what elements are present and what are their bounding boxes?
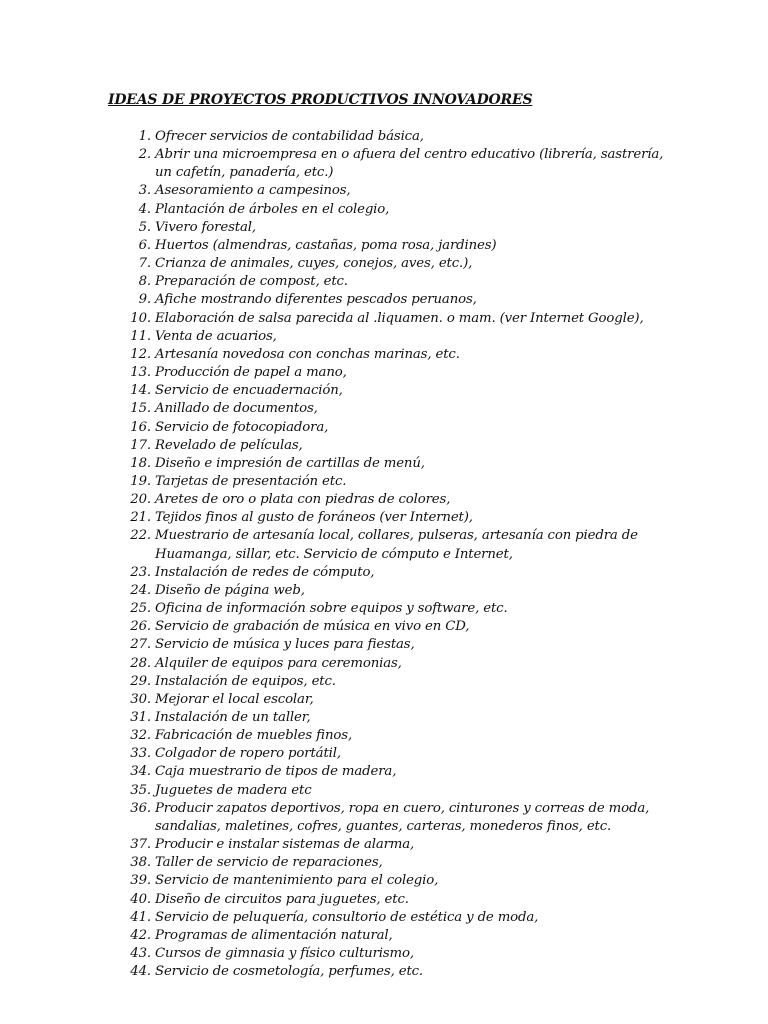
list-item-number: 15.	[130, 401, 151, 417]
list-item-text: Producir zapatos deportivos, ropa en cuero, cinturones y correas de moda, sandalias, maletines, cofres, guantes, carteras, monederos finos, etc.	[155, 800, 650, 834]
list-item	[108, 219, 668, 237]
list-item-number: 4.	[138, 201, 151, 217]
list-item-number: 39.	[130, 873, 151, 889]
list-item	[108, 872, 668, 890]
list-item-number: 26.	[130, 619, 151, 635]
list-item	[108, 382, 668, 400]
list-item-text: Producción de papel a mano,	[155, 365, 347, 381]
list-item-number: 20.	[130, 492, 151, 508]
list-item-number: 43.	[130, 946, 151, 962]
list-item-number: 31.	[130, 710, 151, 725]
list-item-text: Anillado de documentos,	[155, 401, 318, 417]
list-item	[108, 128, 668, 146]
list-item	[108, 419, 668, 437]
list-item-text: Plantación de árboles en el colegio,	[155, 201, 390, 217]
list-item-number: 37.	[130, 837, 151, 853]
list-item-number: 11.	[130, 328, 151, 344]
list-item-text: Alquiler de equipos para ceremonias,	[155, 655, 402, 671]
list-item-number: 36.	[130, 800, 151, 816]
list-item	[108, 963, 668, 981]
list-item-text: Taller de servicio de reparaciones,	[155, 855, 383, 871]
list-item-text: Aretes de oro o plata con piedras de colores,	[155, 492, 451, 508]
list-item-text: Tarjetas de presentación etc.	[155, 473, 347, 489]
list-item	[108, 310, 668, 328]
list-item	[108, 727, 668, 745]
list-item-number: 9.	[138, 292, 151, 308]
list-item-text: Servicio de cosmetología, perfumes, etc.	[155, 964, 424, 980]
list-item-text: Vivero forestal,	[155, 219, 256, 235]
list-item	[108, 437, 668, 455]
list-item	[108, 909, 668, 927]
list-item-number: 40.	[130, 891, 151, 907]
list-item	[108, 600, 668, 618]
list-item-text: Crianza de animales, cuyes, conejos, aves, etc.),	[155, 256, 473, 272]
list-item-text: Oficina de información sobre equipos y software, etc.	[155, 601, 508, 617]
list-item-text: Preparación de compost, etc.	[155, 274, 348, 290]
list-item-text: Mejorar el local escolar,	[155, 691, 314, 707]
list-item-text: Servicio de mantenimiento para el colegio,	[155, 873, 439, 889]
list-item-text: Instalación de un taller,	[155, 710, 311, 725]
list-item	[108, 146, 668, 182]
list-item-number: 3.	[138, 183, 151, 199]
list-item-number: 33.	[130, 746, 151, 762]
list-item-number: 17.	[130, 437, 151, 453]
list-item	[108, 618, 668, 636]
list-item-number: 29.	[130, 673, 151, 689]
list-item-number: 30.	[130, 691, 151, 707]
list-item-number: 1.	[138, 129, 151, 144]
list-item	[108, 237, 668, 255]
list-item-number: 42.	[130, 927, 151, 943]
list-item	[108, 709, 668, 727]
list-item-text: Cursos de gimnasia y físico culturismo,	[155, 946, 414, 962]
list-item-number: 28.	[130, 655, 151, 671]
list-item-text: Servicio de grabación de música en vivo en CD,	[155, 619, 470, 635]
list-item-number: 41.	[130, 909, 151, 925]
list-item	[108, 255, 668, 273]
list-item-number: 8.	[138, 274, 151, 290]
document-title: IDEAS DE PROYECTOS PRODUCTIVOS INNOVADORES	[108, 92, 533, 108]
list-item	[108, 945, 668, 963]
list-item-number: 7.	[138, 256, 151, 272]
list-item-text: Programas de alimentación natural,	[155, 927, 393, 943]
list-item	[108, 491, 668, 509]
list-item-text: Diseño e impresión de cartillas de menú,	[155, 455, 425, 471]
list-item-text: Servicio de música y luces para fiestas,	[155, 637, 415, 653]
list-item-number: 12.	[130, 346, 151, 362]
list-item-text: Juguetes de madera etc	[155, 782, 312, 798]
list-item	[108, 673, 668, 691]
list-item	[108, 473, 668, 491]
list-item-number: 22.	[130, 528, 151, 544]
list-item	[108, 527, 668, 563]
list-item-text: Ofrecer servicios de contabilidad básica,	[155, 129, 424, 144]
list-item-text: Diseño de página web,	[155, 582, 305, 598]
list-item	[108, 927, 668, 945]
list-item	[108, 854, 668, 872]
list-item-text: Producir e instalar sistemas de alarma,	[155, 837, 415, 853]
list-item	[108, 400, 668, 418]
list-item-text: Afiche mostrando diferentes pescados peruanos,	[155, 292, 477, 308]
list-item-text: Abrir una microempresa en o afuera del centro educativo (librería, sastrería, un cafetín, panadería, etc.)	[155, 147, 664, 181]
list-item	[108, 691, 668, 709]
list-item-text: Muestrario de artesanía local, collares, pulseras, artesanía con piedra de Huamanga, sillar, etc. Servicio de cómputo e Internet,	[155, 528, 638, 562]
list-item-text: Instalación de equipos, etc.	[155, 673, 336, 689]
list-item-number: 10.	[130, 310, 151, 326]
list-item-number: 24.	[130, 582, 151, 598]
list-item	[108, 346, 668, 364]
list-item	[108, 763, 668, 781]
list-item	[108, 291, 668, 309]
list-item-text: Servicio de peluquería, consultorio de estética y de moda,	[155, 909, 539, 925]
list-item	[108, 328, 668, 346]
list-item-text: Colgador de ropero portátil,	[155, 746, 341, 762]
list-item-text: Venta de acuarios,	[155, 328, 277, 344]
list-item-text: Caja muestrario de tipos de madera,	[155, 764, 397, 780]
list-item-number: 2.	[138, 147, 151, 163]
list-item	[108, 201, 668, 219]
list-item	[108, 745, 668, 763]
list-item	[108, 891, 668, 909]
list-item	[108, 364, 668, 382]
list-item-number: 23.	[130, 564, 151, 580]
list-item-text: Instalación de redes de cómputo,	[155, 564, 375, 580]
list-item-number: 14.	[130, 383, 151, 399]
list-item-text: Revelado de películas,	[155, 437, 303, 453]
list-item-number: 13.	[130, 365, 151, 381]
list-item	[108, 782, 668, 800]
list-item-number: 35.	[130, 782, 151, 798]
list-item-text: Servicio de encuadernación,	[155, 383, 343, 399]
list-item-number: 38.	[130, 855, 151, 871]
list-item-text: Asesoramiento a campesinos,	[155, 183, 351, 199]
list-item-number: 19.	[130, 473, 151, 489]
list-item-text: Huertos (almendras, castañas, poma rosa, jardines)	[155, 237, 497, 253]
list-item-number: 25.	[130, 601, 151, 617]
list-item	[108, 655, 668, 673]
list-item-text: Fabricación de muebles finos,	[155, 728, 353, 744]
list-item-number: 27.	[130, 637, 151, 653]
list-item-number: 34.	[130, 764, 151, 780]
list-item-number: 16.	[130, 419, 151, 435]
list-item-number: 6.	[138, 237, 151, 253]
list-item-text: Artesanía novedosa con conchas marinas, etc.	[155, 346, 460, 362]
list-item	[108, 509, 668, 527]
list-item-number: 44.	[130, 964, 151, 980]
ideas-list	[108, 128, 668, 981]
list-item-text: Tejidos finos al gusto de foráneos (ver Internet),	[155, 510, 473, 526]
list-item-number: 32.	[130, 728, 151, 744]
list-item	[108, 455, 668, 473]
list-item-text: Servicio de fotocopiadora,	[155, 419, 329, 435]
list-item	[108, 182, 668, 200]
list-item-number: 18.	[130, 455, 151, 471]
list-item	[108, 836, 668, 854]
list-item-number: 5.	[138, 219, 151, 235]
list-item-text: Diseño de circuitos para juguetes, etc.	[155, 891, 409, 907]
list-item	[108, 564, 668, 582]
list-item-number: 21.	[130, 510, 151, 526]
list-item	[108, 800, 668, 836]
list-item-text: Elaboración de salsa parecida al .liquamen. o mam. (ver Internet Google),	[155, 310, 644, 326]
list-item	[108, 582, 668, 600]
list-item	[108, 273, 668, 291]
list-item	[108, 636, 668, 654]
